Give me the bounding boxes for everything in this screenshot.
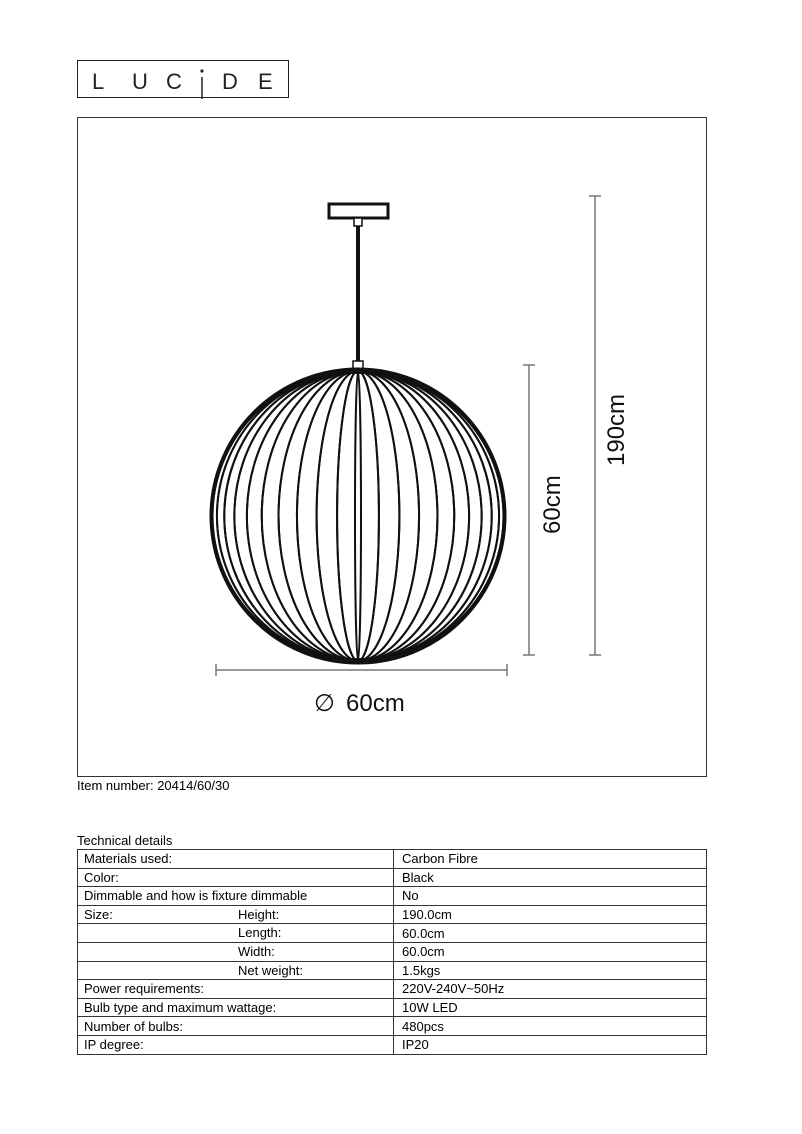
globe-rib — [224, 371, 491, 661]
spec-sublabel: Length: — [238, 925, 282, 941]
globe-rib — [234, 371, 481, 661]
ribbed-globe-shade — [211, 369, 505, 663]
globe-rib — [279, 371, 438, 661]
spec-label-cell — [78, 1017, 394, 1036]
spec-label-cell — [78, 961, 394, 980]
globe-rib — [337, 371, 379, 661]
brand-logo — [77, 60, 289, 98]
globe-rib — [224, 371, 491, 661]
globe-bottom-cap — [344, 658, 372, 663]
spec-row — [78, 887, 707, 906]
logo-letter-u: U — [132, 69, 148, 94]
globe-height-dimension — [523, 365, 535, 655]
total-height-label: 190cm — [603, 393, 630, 466]
technical-drawing — [77, 117, 707, 777]
spec-label: Materials used: — [84, 851, 173, 867]
spec-label: Size: — [84, 907, 113, 923]
spec-row — [78, 850, 707, 869]
spec-label: IP degree: — [84, 1037, 144, 1053]
logo-lettering — [78, 61, 290, 99]
spec-label: Number of bulbs: — [84, 1018, 183, 1034]
spec-row — [78, 1017, 707, 1036]
spec-value: 60.0cm — [394, 942, 707, 961]
diameter-symbol: ∅ — [314, 690, 335, 717]
spec-sublabel: Height: — [238, 906, 280, 922]
spec-value: IP20 — [394, 1035, 707, 1054]
logo-letter-d: D — [222, 69, 238, 94]
globe-rib — [217, 371, 499, 661]
spec-label-cell — [78, 850, 394, 869]
globe-rib — [247, 371, 469, 661]
globe-rib — [247, 371, 469, 661]
spec-row — [78, 942, 707, 961]
spec-sublabel: Width: — [238, 943, 275, 959]
spec-value: 190.0cm — [394, 905, 707, 924]
globe-rib — [355, 371, 361, 661]
pendant-lamp-drawing — [78, 118, 708, 778]
spec-row — [78, 1035, 707, 1054]
logo-letter-c: C — [166, 69, 182, 94]
spec-label-cell — [78, 980, 394, 999]
spec-value: 10W LED — [394, 998, 707, 1017]
spec-label: Dimmable and how is fixture dimmable — [84, 888, 308, 904]
diameter-dimension — [216, 664, 507, 676]
ceiling-canopy — [329, 204, 388, 218]
spec-label-cell — [78, 905, 394, 924]
spec-row — [78, 998, 707, 1017]
spec-sublabel: Net weight: — [238, 962, 304, 978]
spec-row — [78, 868, 707, 887]
spec-value: Black — [394, 868, 707, 887]
spec-label: Bulb type and maximum wattage: — [84, 1000, 277, 1016]
spec-value: 60.0cm — [394, 924, 707, 943]
item-number: Item number: 20414/60/30 — [77, 778, 230, 793]
spec-label-cell — [78, 998, 394, 1017]
diameter-label: 60cm — [346, 690, 405, 717]
spec-row — [78, 924, 707, 943]
globe-rib — [297, 371, 419, 661]
logo-i-dot — [200, 69, 203, 72]
spec-row — [78, 905, 707, 924]
spec-value: Carbon Fibre — [394, 850, 707, 869]
spec-value: 480pcs — [394, 1017, 707, 1036]
canopy-connector — [354, 218, 362, 226]
spec-row — [78, 961, 707, 980]
globe-rib — [262, 371, 455, 661]
spec-label-cell — [78, 1035, 394, 1054]
globe-rib — [217, 371, 499, 661]
globe-height-label: 60cm — [539, 475, 566, 534]
spec-row — [78, 980, 707, 999]
spec-value: 1.5kgs — [394, 961, 707, 980]
logo-letter-l: L — [92, 69, 105, 94]
globe-rib — [262, 371, 455, 661]
spec-label-cell — [78, 942, 394, 961]
globe-rib — [317, 371, 400, 661]
spec-label-cell — [78, 868, 394, 887]
spec-label: Power requirements: — [84, 981, 204, 997]
logo-letter-e: E — [258, 69, 273, 94]
spec-value: No — [394, 887, 707, 906]
globe-rib — [234, 371, 481, 661]
technical-details-table — [77, 849, 707, 1055]
spec-label: Color: — [84, 869, 119, 885]
spec-value: 220V-240V~50Hz — [394, 980, 707, 999]
spec-label-cell — [78, 924, 394, 943]
spec-label-cell — [78, 887, 394, 906]
globe-top-cap — [343, 369, 373, 374]
total-height-dimension — [589, 196, 601, 655]
technical-details-title: Technical details — [77, 833, 173, 848]
